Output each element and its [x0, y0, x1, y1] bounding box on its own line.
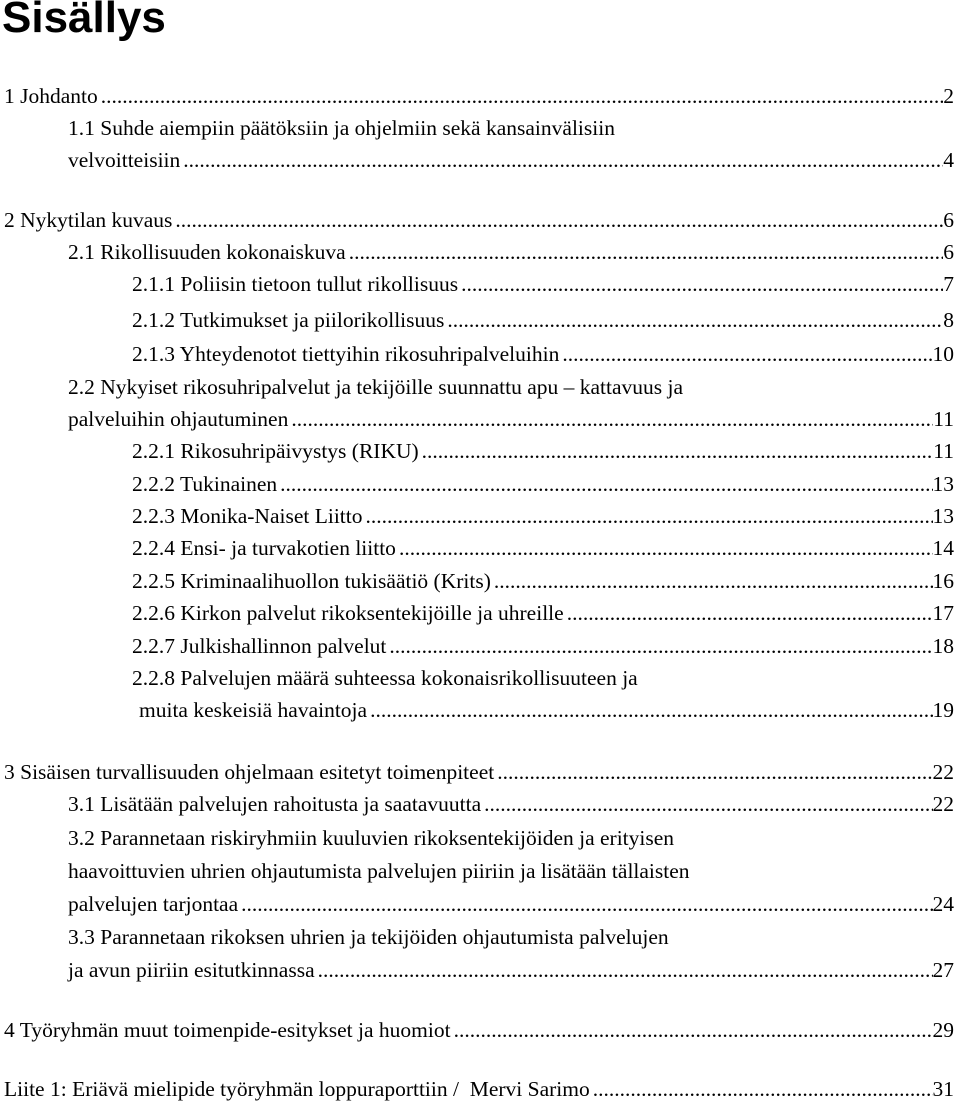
- toc-entry-title: 2.2.7 Julkishallinnon palvelut: [132, 634, 387, 658]
- toc-entry-title: 2 Nykytilan kuvaus: [4, 208, 173, 232]
- toc-entry-page: 24: [932, 892, 954, 916]
- toc-entry[interactable]: [132, 598, 954, 629]
- toc-entry-page: 8: [943, 308, 954, 332]
- toc-leader-dots: [180, 145, 943, 176]
- toc-entry-title: palveluihin ohjautuminen: [68, 407, 289, 431]
- toc-entry-title: Liite 1: Eriävä mielipide työryhmän loppuraporttiin / Mervi Sarimo: [4, 1077, 590, 1101]
- toc-leader-dots: [172, 205, 943, 236]
- toc-entry-title-line[interactable]: 2.2 Nykyiset rikosuhripalvelut ja tekijöille suunnattu apu – kattavuus ja: [68, 375, 684, 399]
- toc-entry-page: 16: [932, 569, 954, 593]
- toc-entry-page: 27: [932, 958, 954, 982]
- toc-entry-page: 14: [932, 536, 954, 560]
- toc-leader-dots: [363, 501, 933, 532]
- toc-entry-title: 2.1.3 Yhteydenotot tiettyihin rikosuhripalveluihin: [132, 342, 560, 366]
- toc-entry-title-line[interactable]: haavoittuvien uhrien ohjautumista palvelujen piiriin ja lisätään tällaisten: [68, 859, 690, 883]
- toc-entry-title: 1 Johdanto: [4, 84, 98, 108]
- toc-entry-title: 2.2.2 Tukinainen: [132, 472, 278, 496]
- toc-leader-dots: [451, 1015, 933, 1046]
- toc-entry[interactable]: [68, 789, 954, 820]
- toc-leader-dots: [386, 631, 932, 662]
- toc-entry-title-line[interactable]: 3.3 Parannetaan rikoksen uhrien ja tekijöiden ohjautumista palvelujen: [68, 925, 669, 949]
- toc-entry-page: 13: [932, 504, 954, 528]
- toc-entry-page: 17: [932, 601, 954, 625]
- toc-entry-title: 2.2.1 Rikosuhripäivystys (RIKU): [132, 439, 419, 463]
- toc-entry-title: 2.1.2 Tutkimukset ja piilorikollisuus: [132, 308, 445, 332]
- toc-entry[interactable]: [132, 469, 954, 500]
- toc-leader-dots: [277, 469, 932, 500]
- toc-entry-title: 3 Sisäisen turvallisuuden ohjelmaan esitetyt toimenpiteet: [4, 760, 495, 784]
- toc-entry-page: 29: [932, 1018, 954, 1042]
- toc-leader-dots: [98, 81, 943, 112]
- toc-entry-title: muita keskeisiä havaintoja: [139, 698, 368, 722]
- toc-entry-title: 2.2.5 Kriminaalihuollon tukisäätiö (Krits): [132, 569, 491, 593]
- toc-entry[interactable]: [132, 305, 954, 336]
- toc-entry[interactable]: [132, 339, 954, 370]
- toc-leader-dots: [590, 1074, 933, 1105]
- toc-heading: Sisällys: [2, 0, 166, 42]
- toc-entry-title: 3.1 Lisätään palvelujen rahoitusta ja saatavuutta: [68, 792, 482, 816]
- toc-entry[interactable]: [132, 501, 954, 532]
- toc-entry[interactable]: [132, 533, 954, 564]
- toc-entry-title-line[interactable]: 1.1 Suhde aiempiin päätöksiin ja ohjelmiin sekä kansainvälisiin: [68, 116, 615, 140]
- toc-leader-dots: [346, 237, 944, 268]
- toc-entry[interactable]: [68, 955, 954, 986]
- toc-leader-dots: [444, 305, 943, 336]
- toc-entry-page: 31: [932, 1077, 954, 1101]
- toc-entry-title: 2.2.6 Kirkon palvelut rikoksentekijöille ja uhreille: [132, 601, 564, 625]
- toc-entry-title: 2.1 Rikollisuuden kokonaiskuva: [68, 240, 346, 264]
- toc-entry-page: 4: [943, 148, 954, 172]
- toc-leader-dots: [491, 566, 933, 597]
- toc-entry-title: 2.1.1 Poliisin tietoon tullut rikollisuus: [132, 272, 459, 296]
- toc-entry[interactable]: [132, 566, 954, 597]
- toc-entry[interactable]: [68, 237, 954, 268]
- toc-entry[interactable]: [132, 269, 954, 300]
- toc-leader-dots: [367, 695, 932, 726]
- toc-leader-dots: [238, 889, 932, 920]
- toc-entry-page: 10: [932, 342, 954, 366]
- toc-leader-dots: [458, 269, 943, 300]
- toc-entry[interactable]: [4, 1074, 954, 1105]
- toc-entry-title-line[interactable]: 2.2.8 Palvelujen määrä suhteessa kokonaisrikollisuuteen ja: [132, 666, 638, 690]
- toc-entry[interactable]: [68, 404, 954, 435]
- toc-leader-dots: [288, 404, 933, 435]
- toc-entry[interactable]: [132, 631, 954, 662]
- toc-entry-title: 4 Työryhmän muut toimenpide-esitykset ja huomiot: [4, 1018, 451, 1042]
- toc-leader-dots: [559, 339, 932, 370]
- toc-leader-dots: [481, 789, 932, 820]
- toc-leader-dots: [494, 757, 932, 788]
- toc-entry-page: 19: [932, 698, 954, 722]
- toc-entry-page: 22: [932, 760, 954, 784]
- toc-entry[interactable]: [132, 436, 954, 467]
- toc-entry[interactable]: [4, 757, 954, 788]
- toc-entry[interactable]: [4, 1015, 954, 1046]
- toc-entry[interactable]: [4, 81, 954, 112]
- toc-entry[interactable]: [4, 205, 954, 236]
- toc-entry-title: velvoitteisiin: [68, 148, 181, 172]
- toc-entry-title: 2.2.4 Ensi- ja turvakotien liitto: [132, 536, 396, 560]
- toc-entry-page: 7: [943, 272, 954, 296]
- toc-entry[interactable]: [68, 889, 954, 920]
- toc-entry-page: 13: [932, 472, 954, 496]
- toc-entry-page: 11: [933, 439, 954, 463]
- toc-entry-page: 11: [933, 407, 954, 431]
- toc-entry-page: 18: [932, 634, 954, 658]
- toc-entry-title: palvelujen tarjontaa: [68, 892, 239, 916]
- toc-entry-page: 22: [932, 792, 954, 816]
- toc-leader-dots: [564, 598, 933, 629]
- toc-entry-title-line[interactable]: 3.2 Parannetaan riskiryhmiin kuuluvien rikoksentekijöiden ja erityisen: [68, 826, 675, 850]
- toc-entry-title: 2.2.3 Monika-Naiset Liitto: [132, 504, 363, 528]
- toc-entry-page: 6: [943, 240, 954, 264]
- toc-entry[interactable]: [68, 145, 954, 176]
- toc-entry-page: 2: [943, 84, 954, 108]
- toc-entry[interactable]: [139, 695, 954, 726]
- toc-leader-dots: [396, 533, 933, 564]
- toc-leader-dots: [315, 955, 933, 986]
- toc-entry-page: 6: [943, 208, 954, 232]
- toc-entry-title: ja avun piiriin esitutkinnassa: [68, 958, 315, 982]
- toc-leader-dots: [419, 436, 934, 467]
